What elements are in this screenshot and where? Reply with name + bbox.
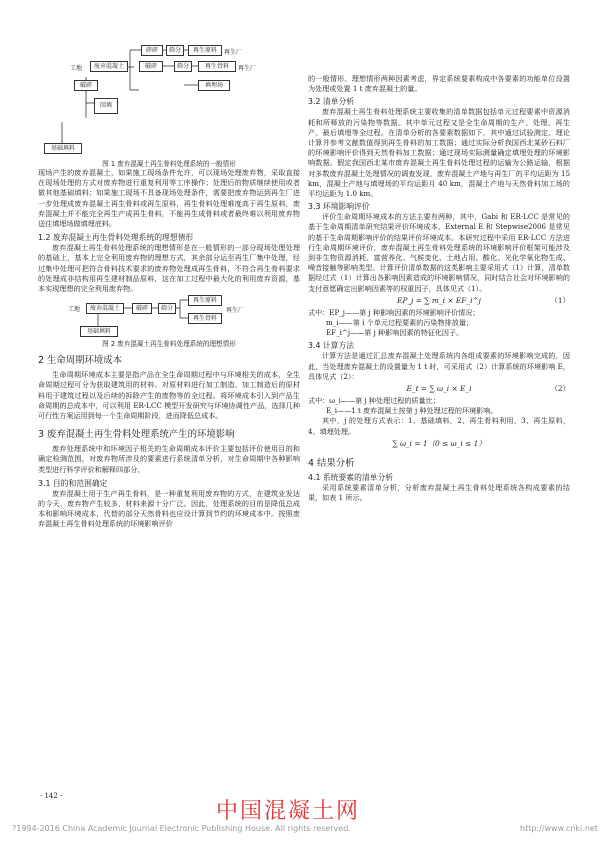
formula-2-number: （2） (550, 384, 570, 394)
paragraph: 评价生命周期环境成本的方法主要有两种，其中，Gabi 和 ER-LCC 是常见的基于生命周期清单研究结果评价环境成本，External E 和 Stepwise2006 是常见的基于生命周期影响评价的结果评价环境成本。本研究过程中采用 ER-LCC 方法进行生命周期环境评价，废弃混凝土再生骨料处理系统的环境影响评价框架可能涉及到非生物资源消耗、富营养化、气候变化、土地占用、酸化、光化学氧化物生成、噪音接触等影响类型。计算评价清单数据的这类影响主要采用式（1）计算，清单数据经过式（1）计算出各影响因素造成的环境影响情况，同时结合社会对环境影响的支付意愿确定出影响因素等的权重因子，具体见式（1）。 (308, 212, 570, 293)
formula-1 (308, 294, 570, 308)
fig1-box: 破碎 (139, 61, 163, 72)
section-heading-3-4: 3.4 计算方法 (308, 341, 355, 351)
fig2-box: 筛分 (158, 303, 176, 314)
fig1-box: 破碎 (74, 80, 98, 91)
fig1-box: 筛分 (166, 45, 184, 56)
paragraph: 废弃处理系统中和环境因子相关的生命周期成本评价主要包括评价使用目的和确定检测范围，对废弃物所涉及的要素进行系统清单分析，对生命周期中各种影响类型进行科学评价和解释四部分。 (38, 444, 300, 474)
where-line: 式中：EP_j——第 j 种影响因素的环境影响评价情况； (308, 307, 480, 317)
fig2-box: 再生骨料 (188, 313, 222, 324)
paragraph: 现场产生的废弃混凝土，如果施工现场条件允许，可以现场处理废弃物，采取直接在现场处理的方式对废弃物进行重复利用等工序操作；处理后的物质继续使用或者做其他基础填料；如果施工现场不具备现场处理条件，需要把废弃物运到再生厂进一步处理成废弃混凝土再生骨料或再生原料，再生骨料处理难度高于再生原料，废弃混凝土并不能完全再生产成再生骨料，不能再生成骨料或者最终难以利用废弃物送往填埋场做填埋底料。 (38, 168, 300, 229)
where-line: 式中：ω_i——第 j 种处理过程的质量比； (308, 396, 440, 406)
section-heading-3-2: 3.2 清单分析 (308, 97, 355, 107)
paragraph: 的一般情形、理想情形两种因素考虑，界定系统要素构成中各要素的功能单位设置为处理或处置 1 t 废弃混凝土的量。 (308, 74, 570, 94)
formula-3-expression: ∑ ω_i = 1（0 ≤ ω_i ≤ 1） (392, 438, 486, 448)
fig2-box: 破碎 (132, 303, 152, 314)
fig1-box: 填埋场 (198, 80, 230, 91)
section-heading-2: 2 生命周期环境成本 (38, 355, 122, 367)
fig1-box: 废弃混凝土 (90, 61, 128, 72)
fig2-box: 再生原料 (188, 295, 222, 306)
paragraph: 废弃混凝土用于生产再生骨料，是一种重复利用废弃物的方式，在建筑业发达的今天，废弃物产生较多，材料来源十分广泛。因此，处理系统的目的是降低总成本和影响环境成本，代替的部分天然骨料也应设计算到节约的环境成本中。按照废弃混凝土再生骨料处理系统的环境影响评价 (38, 488, 300, 529)
fig1-label: 再生厂 (224, 49, 243, 56)
where-line: EF_i^j——第 j 种影响因素的特征化因子。 (326, 328, 464, 338)
fig1-box: 再生骨料 (198, 61, 236, 72)
formula-3 (308, 437, 570, 451)
figure-1 (38, 0, 300, 168)
paragraph: 计算方法是通过汇总废弃混凝土处理系统内各组成要素的环境影响完成的，因此，当处理废弃混凝土的设置量为 1 t 时，可采用式（2）计算系统的环境影响 E，具体见式（2）： (308, 351, 570, 381)
figure-1-caption: 图 1 废弃混凝土再生骨料处理系统的一般情形 (102, 160, 236, 168)
fig2-label: 再生厂 (226, 307, 245, 315)
paragraph: 其中，j 的处理方式表示：1、基础填料，2、再生骨料利用，3、再生原料，4、填埋处理。 (308, 416, 570, 436)
formula-1-expression: EP_j = ∑ m_i × EF_i^j (397, 295, 481, 305)
copyright-line: ?1994-2016 China Academic Journal Electronic Publishing House. All rights reserved. (12, 824, 351, 833)
where-line: m_i——第 i 个单元过程要素的污染物排放量； (326, 318, 474, 328)
section-heading-3: 3 废弃混凝土再生骨料处理系统产生的环境影响 (38, 429, 235, 441)
formula-2-expression: E_t = ∑ ω_i × E_i (406, 384, 472, 394)
section-heading-1-2: 1.2 废弃混凝土再生骨料处理系统的理想情形 (38, 233, 194, 243)
paragraph: 生命周期环境成本主要是指产品在全生命周期过程中与环境相关的成本，全生命周期过程可分为获取建筑用的材料、对原材料进行加工制造、加工制造后的原材料用于建筑过程以及后续的拆除产生的废物等的全过程。将环境成本引入到产品生命周期的总成本中，可以利用 ER-LCC 模型开发研究与环境协调性产品，选择几种可行性方案运用到每一个生命周期阶段，进而降低总成本。 (38, 370, 300, 421)
fig2-label: 工地 (68, 306, 81, 314)
paragraph: 废弃混凝土再生骨料处理系统的理想情形是在一般情形的一部分现场处理处理的基础上，基本上完全利用废弃物的理想方式，其余部分运至再生厂集中处理，经过集中处理可把符合骨料技术要求的废弃物处理成再生骨料，不符合再生骨料要求的处理成非结构用再生建材制品原料，这在加工过程中最大化的利用废弃资源，基本实现理想的完全利用废弃物。 (38, 243, 300, 294)
fig1-box: 再生原料 (188, 45, 222, 56)
formula-1-number: （1） (550, 295, 570, 305)
section-heading-3-1: 3.1 目的和范围确定 (38, 478, 108, 488)
paragraph: 采用系统要素清单分析，分析废弃混凝土再生骨料处理系统各构成要素的结果，如表 1 所示。 (308, 482, 570, 503)
left-column (38, 0, 300, 530)
right-column (308, 0, 570, 503)
figure-2-caption: 图 2 废弃混凝土再生骨料处理系统的理想情形 (102, 340, 236, 349)
section-heading-4: 4 结果分析 (308, 457, 355, 469)
fig1-box: 基础填料 (44, 143, 82, 154)
fig2-box: 基础填料 (80, 326, 118, 337)
section-heading-4-1: 4.1 系统要素的清单分析 (308, 472, 394, 482)
site-link[interactable]: http://www.cnki.net (520, 824, 598, 833)
page-number: · 142 · (40, 792, 63, 800)
formula-2 (308, 382, 570, 396)
where-line: E_i——1 t 废弃混凝土按第 j 种处理过程的环境影响。 (326, 406, 498, 416)
fig1-box: 筛分 (174, 61, 192, 72)
fig1-label: 再生厂 (238, 65, 257, 72)
fig1-box: 碎碎 (141, 45, 163, 56)
fig1-label: 工地 (70, 65, 83, 72)
fig1-box: 回填 (94, 98, 118, 114)
figure-2 (38, 297, 300, 349)
section-heading-3-3: 3.3 环境影响评价 (308, 202, 370, 212)
fig2-box: 废弃混凝土 (86, 303, 124, 314)
paragraph: 废弃混凝土再生骨料处理系统主要收集的清单数据包括单元过程要素中资源消耗和所释放的污染物等数据。其中单元过程又是全生命周期的生产、处理、再生产、最后填埋等全过程。在清单分析的各要素数据如下，其中通过试验测定、理论计算并参考文献数值得到再生骨料的加工数据；通过实际分析我国西北某砂石料厂的环境影响评价得到天然骨料加工数据；通过现场实际测量确定填埋处理的环境影响数据。假定我国西北某市废弃混凝土再生骨料处理过程的运输为公路运输，根据对多数废弃混凝土处理情况的调查发现，废弃混凝土产地与再生厂的平均运距为 15 km，混凝土产地与填埋场的平均运距月 40 km，混凝土产地与天然骨料加工场的平均运距为 1.0 km。 (308, 107, 570, 199)
watermark-brand: 中国混凝土网 (216, 799, 361, 824)
